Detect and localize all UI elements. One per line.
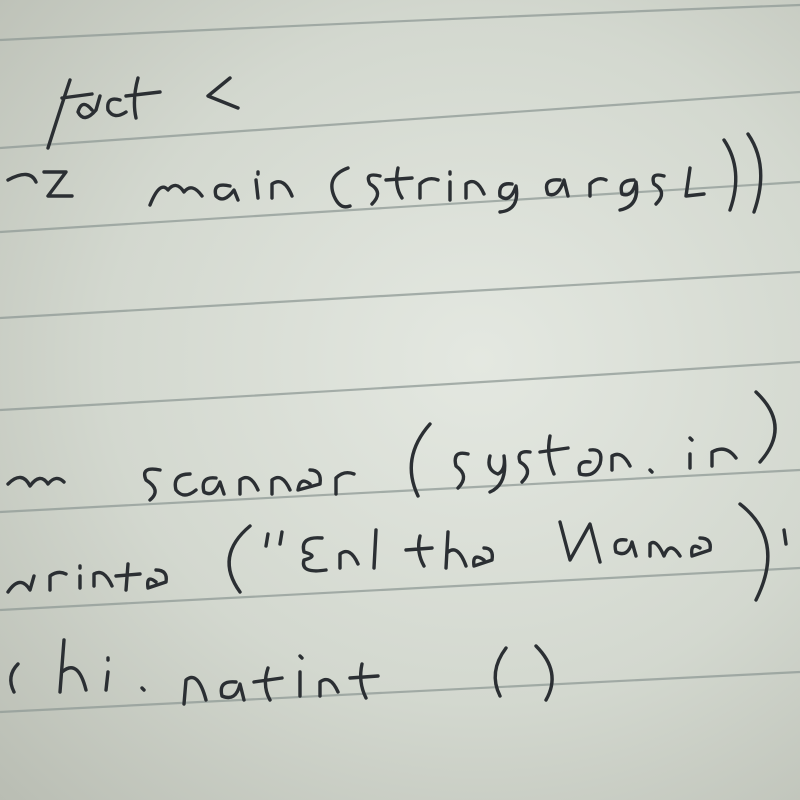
handwriting-line-2 — [8, 134, 761, 212]
rule-line — [0, 272, 800, 318]
handwriting-line-4 — [8, 504, 786, 600]
rule-line — [0, 182, 800, 232]
rule-line — [0, 5, 800, 40]
rule-line — [0, 470, 800, 512]
rule-line — [0, 672, 800, 712]
handwriting-line-3 — [8, 392, 775, 500]
ruled-lines — [0, 5, 800, 712]
rule-line — [0, 362, 800, 410]
handwriting-line-5 — [11, 640, 552, 704]
